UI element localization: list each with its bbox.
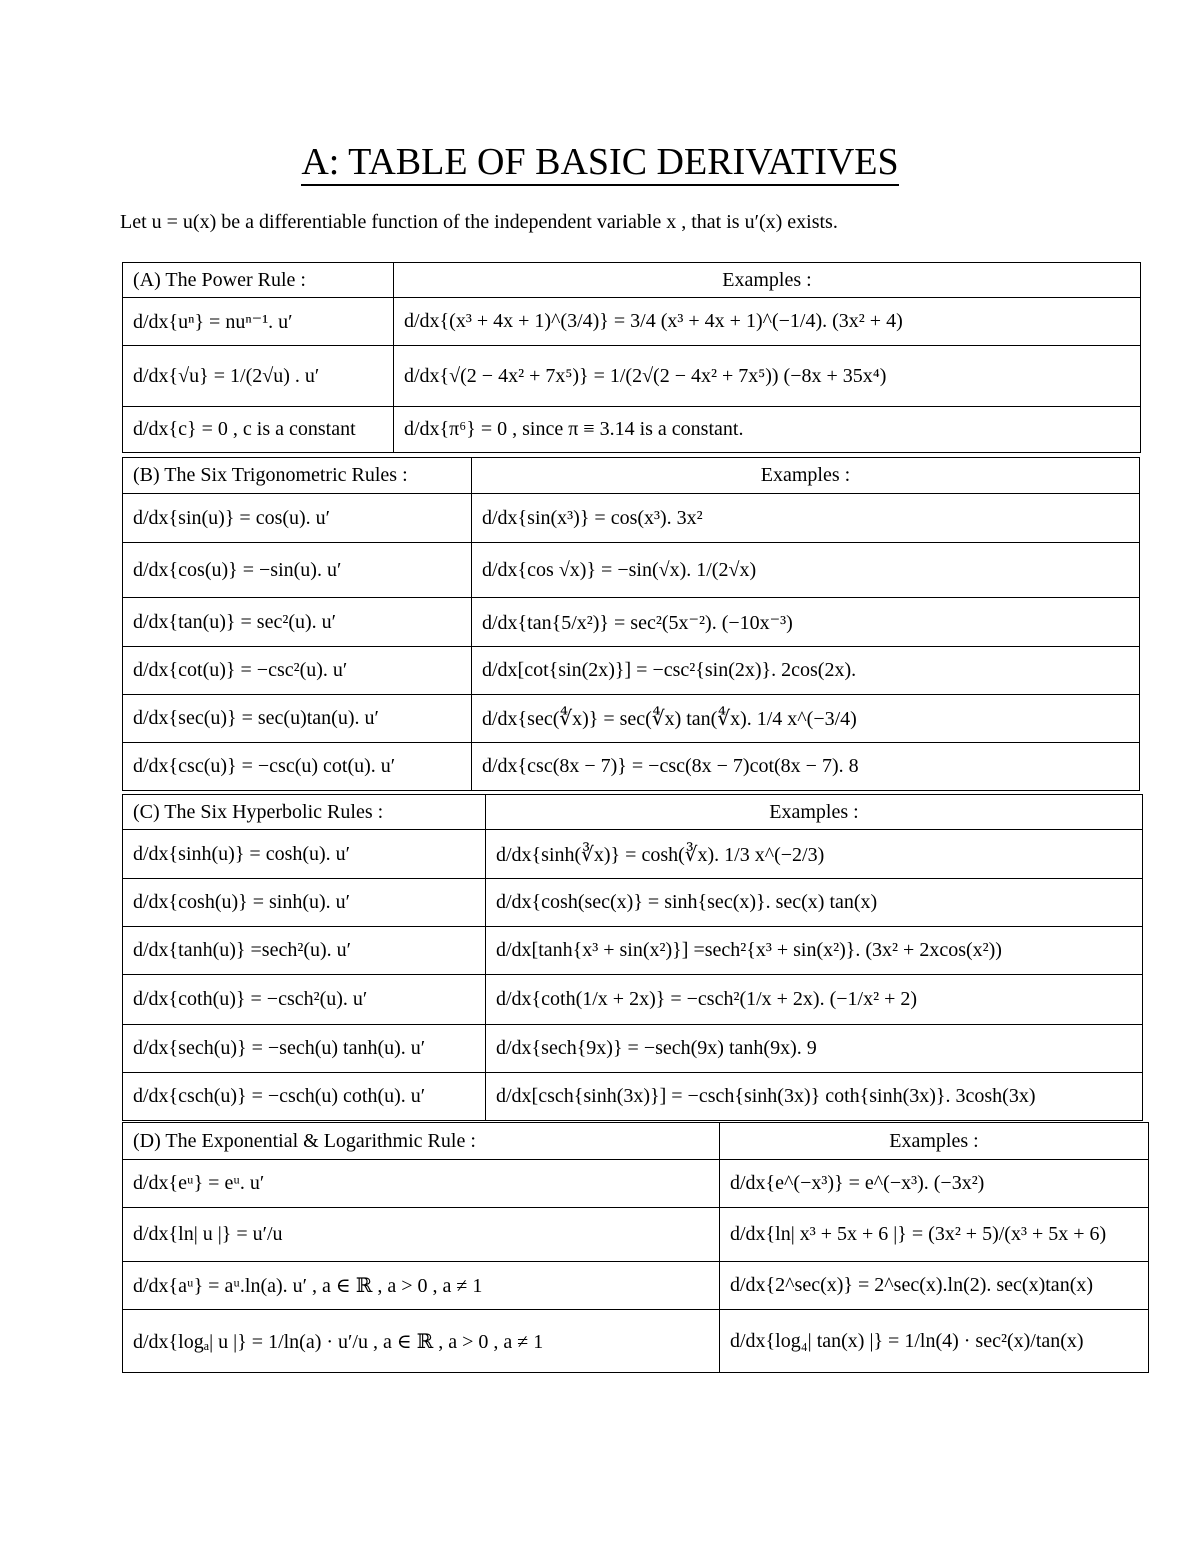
example-cell: d/dx{(x³ + 4x + 1)^(3/4)} = 3/4 (x³ + 4x + 1)^(−1/4). (3x² + 4) — [394, 298, 1141, 346]
rule-cell: d/dx{coth(u)} = −csch²(u). u′ — [123, 975, 486, 1025]
table-row — [123, 298, 1141, 346]
section-b-table — [122, 457, 1140, 791]
table-header-row — [123, 458, 1140, 494]
section-header: (A) The Power Rule : — [123, 263, 394, 298]
rule-cell: d/dx{logₐ| u |} = 1/ln(a) · u′/u , a ∈ ℝ , a > 0 , a ≠ 1 — [123, 1310, 720, 1373]
rule-cell: d/dx{sec(u)} = sec(u)tan(u). u′ — [123, 695, 472, 743]
rule-cell: d/dx{ln| u |} = u′/u — [123, 1208, 720, 1262]
rule-cell: d/dx{uⁿ} = nuⁿ⁻¹. u′ — [123, 298, 394, 346]
page-title: A: TABLE OF BASIC DERIVATIVES — [0, 140, 1200, 184]
example-cell: d/dx{tan{5/x²)} = sec²(5x⁻²). (−10x⁻³) — [472, 598, 1140, 647]
rule-cell: d/dx{tan(u)} = sec²(u). u′ — [123, 598, 472, 647]
table-row — [123, 927, 1143, 975]
rule-cell: d/dx{sinh(u)} = cosh(u). u′ — [123, 830, 486, 879]
example-cell: d/dx{log₄| tan(x) |} = 1/ln(4) · sec²(x)/tan(x) — [720, 1310, 1149, 1373]
example-cell: d/dx[cot{sin(2x)}] = −csc²{sin(2x)}. 2cos(2x). — [472, 647, 1140, 695]
section-header: (B) The Six Trigonometric Rules : — [123, 458, 472, 494]
intro-text: Let u = u(x) be a differentiable function of the independent variable x , that is u′(x) exists. — [120, 211, 838, 233]
rule-cell: d/dx{tanh(u)} =sech²(u). u′ — [123, 927, 486, 975]
table-row — [123, 407, 1141, 453]
example-cell: d/dx{π⁶} = 0 , since π ≡ 3.14 is a constant. — [394, 407, 1141, 453]
example-cell: d/dx{2^sec(x)} = 2^sec(x).ln(2). sec(x)tan(x) — [720, 1262, 1149, 1310]
table-row — [123, 494, 1140, 543]
example-cell: d/dx{√(2 − 4x² + 7x⁵)} = 1/(2√(2 − 4x² + 7x⁵)) (−8x + 35x⁴) — [394, 346, 1141, 407]
rule-cell: d/dx{sin(u)} = cos(u). u′ — [123, 494, 472, 543]
table-row — [123, 1262, 1149, 1310]
example-cell: d/dx{sec(∜x)} = sec(∜x) tan(∜x). 1/4 x^(−3/4) — [472, 695, 1140, 743]
section-d-table — [122, 1122, 1149, 1373]
table-row — [123, 743, 1140, 791]
examples-header: Examples : — [394, 263, 1141, 298]
example-cell: d/dx{sech{9x)} = −sech(9x) tanh(9x). 9 — [486, 1025, 1143, 1073]
rule-cell: d/dx{csc(u)} = −csc(u) cot(u). u′ — [123, 743, 472, 791]
table-row — [123, 1160, 1149, 1208]
rule-cell: d/dx{cos(u)} = −sin(u). u′ — [123, 543, 472, 598]
rule-cell: d/dx{eᵘ} = eᵘ. u′ — [123, 1160, 720, 1208]
rule-cell: d/dx{sech(u)} = −sech(u) tanh(u). u′ — [123, 1025, 486, 1073]
rule-cell: d/dx{cot(u)} = −csc²(u). u′ — [123, 647, 472, 695]
table-row — [123, 1310, 1149, 1373]
table-row — [123, 346, 1141, 407]
rule-cell: d/dx{√u} = 1/(2√u) . u′ — [123, 346, 394, 407]
example-cell: d/dx{cosh(sec(x)} = sinh{sec(x)}. sec(x) tan(x) — [486, 879, 1143, 927]
table-row — [123, 1073, 1143, 1121]
example-cell: d/dx{coth(1/x + 2x)} = −csch²(1/x + 2x). (−1/x² + 2) — [486, 975, 1143, 1025]
table-header-row — [123, 1123, 1149, 1160]
examples-header: Examples : — [486, 795, 1143, 830]
section-header: (D) The Exponential & Logarithmic Rule : — [123, 1123, 720, 1160]
example-cell: d/dx{ln| x³ + 5x + 6 |} = (3x² + 5)/(x³ + 5x + 6) — [720, 1208, 1149, 1262]
rule-cell: d/dx{csch(u)} = −csch(u) coth(u). u′ — [123, 1073, 486, 1121]
table-row — [123, 975, 1143, 1025]
example-cell: d/dx{cos √x)} = −sin(√x). 1/(2√x) — [472, 543, 1140, 598]
example-cell: d/dx{csc(8x − 7)} = −csc(8x − 7)cot(8x − 7). 8 — [472, 743, 1140, 791]
table-row — [123, 1208, 1149, 1262]
table-row — [123, 695, 1140, 743]
section-c-table — [122, 794, 1143, 1121]
rule-cell: d/dx{c} = 0 , c is a constant — [123, 407, 394, 453]
rule-cell: d/dx{cosh(u)} = sinh(u). u′ — [123, 879, 486, 927]
examples-header: Examples : — [720, 1123, 1149, 1160]
table-row — [123, 879, 1143, 927]
table-row — [123, 543, 1140, 598]
example-cell: d/dx{sinh(∛x)} = cosh(∛x). 1/3 x^(−2/3) — [486, 830, 1143, 879]
table-header-row — [123, 263, 1141, 298]
rule-cell: d/dx{aᵘ} = aᵘ.ln(a). u′ , a ∈ ℝ , a > 0 , a ≠ 1 — [123, 1262, 720, 1310]
example-cell: d/dx{e^(−x³)} = e^(−x³). (−3x²) — [720, 1160, 1149, 1208]
examples-header: Examples : — [472, 458, 1140, 494]
example-cell: d/dx[csch{sinh(3x)}] = −csch{sinh(3x)} coth{sinh(3x)}. 3cosh(3x) — [486, 1073, 1143, 1121]
example-cell: d/dx{sin(x³)} = cos(x³). 3x² — [472, 494, 1140, 543]
section-header: (C) The Six Hyperbolic Rules : — [123, 795, 486, 830]
table-row — [123, 1025, 1143, 1073]
table-header-row — [123, 795, 1143, 830]
table-row — [123, 830, 1143, 879]
table-row — [123, 647, 1140, 695]
table-row — [123, 598, 1140, 647]
example-cell: d/dx[tanh{x³ + sin(x²)}] =sech²{x³ + sin(x²)}. (3x² + 2xcos(x²)) — [486, 927, 1143, 975]
section-a-table — [122, 262, 1141, 453]
